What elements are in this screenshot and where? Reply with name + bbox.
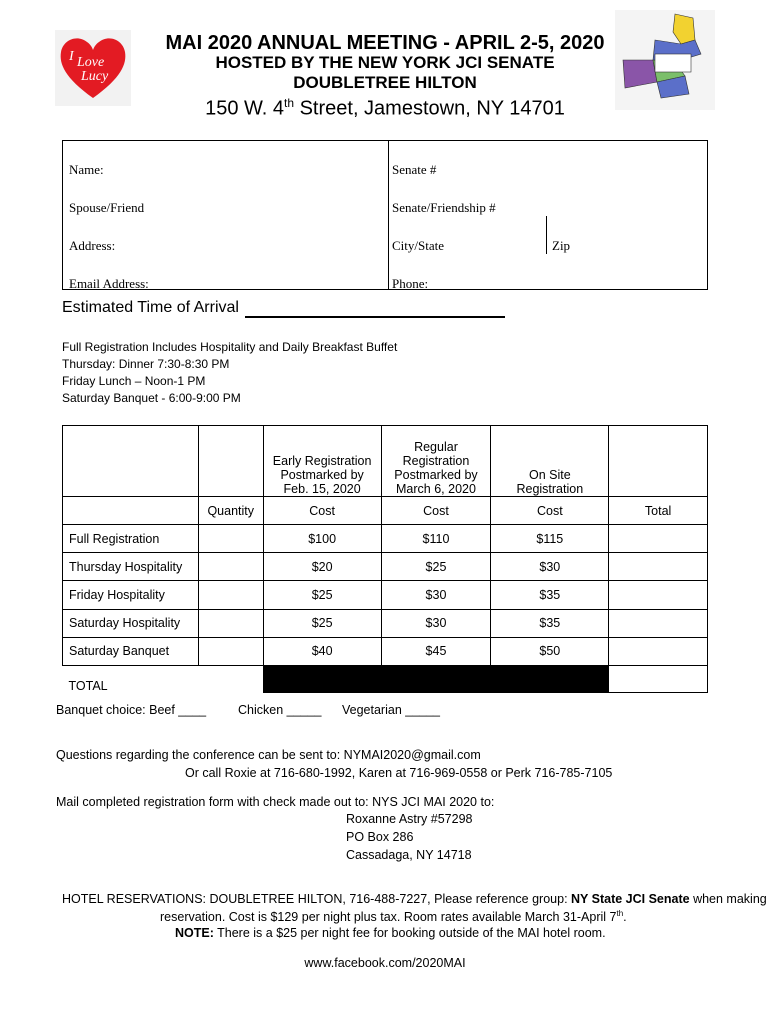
hotel-line: HOTEL RESERVATIONS: DOUBLETREE HILTON, 716-488-7227, Please reference group: NY State JCI Senate when making <box>62 892 767 906</box>
zip-field[interactable]: Zip <box>552 238 571 253</box>
quantity-input[interactable] <box>198 553 263 581</box>
venue-line: DOUBLETREE HILTON <box>293 73 477 92</box>
mail-box: PO Box 286 <box>346 830 414 844</box>
region-map-logo <box>615 10 715 110</box>
onsite-registration-header: On Site Registration <box>491 426 609 497</box>
regular-registration-header: Regular Registration Postmarked by March 6, 2020 <box>381 426 491 497</box>
grand-total-input[interactable] <box>609 665 708 692</box>
quantity-input[interactable] <box>198 609 263 637</box>
city-state-field[interactable]: City/State <box>392 238 444 253</box>
svg-text:Love: Love <box>77 55 105 70</box>
cost-header: Cost <box>491 497 609 525</box>
total-input[interactable] <box>609 609 708 637</box>
address-line: 150 W. 4th Street, Jamestown, NY 14701 <box>205 96 565 120</box>
banquet-vegetarian[interactable]: Vegetarian _____ <box>342 703 441 717</box>
friendship-number-field[interactable]: Senate/Friendship # <box>392 200 496 215</box>
phone-field[interactable]: Phone: <box>392 276 429 291</box>
address-field[interactable]: Address: <box>69 238 116 253</box>
mail-instructions: Mail completed registration form with check made out to: NYS JCI MAI 2020 to: <box>56 795 495 809</box>
info-line: Saturday Banquet - 6:00-9:00 PM <box>62 391 241 405</box>
phone-contacts-line: Or call Roxie at 716-680-1992, Karen at 716-969-0558 or Perk 716-785-7105 <box>185 766 613 780</box>
hotel-cost-line: reservation. Cost is $129 per night plus tax. Room rates available March 31-April 7th. <box>160 909 627 925</box>
website-link[interactable]: www.facebook.com/2020MAI <box>304 956 466 970</box>
quantity-header: Quantity <box>198 497 263 525</box>
mail-name: Roxanne Astry #57298 <box>346 812 473 826</box>
table-row: Saturday Banquet $40 $45 $50 <box>63 637 708 665</box>
early-registration-header: Early Registration Postmarked by Feb. 15, 2020 <box>263 426 381 497</box>
table-row: Full Registration $100 $110 $115 <box>63 525 708 553</box>
spouse-field[interactable]: Spouse/Friend <box>69 200 145 215</box>
host-line: HOSTED BY THE NEW YORK JCI SENATE <box>215 53 555 72</box>
eta-field[interactable] <box>245 316 505 318</box>
total-input[interactable] <box>609 637 708 665</box>
table-row: Friday Hospitality $25 $30 $35 <box>63 581 708 609</box>
questions-line: Questions regarding the conference can be sent to: NYMAI2020@gmail.com <box>56 748 481 762</box>
eta-label: Estimated Time of Arrival <box>62 299 239 316</box>
table-row: Saturday Hospitality $25 $30 $35 <box>63 609 708 637</box>
info-line: Friday Lunch – Noon-1 PM <box>62 374 206 388</box>
info-line: Thursday: Dinner 7:30-8:30 PM <box>62 357 230 371</box>
contact-form <box>62 140 708 290</box>
table-row: Thursday Hospitality $20 $25 $30 <box>63 553 708 581</box>
quantity-input[interactable] <box>198 525 263 553</box>
page-title: MAI 2020 ANNUAL MEETING - APRIL 2-5, 2020 <box>165 32 605 54</box>
name-field[interactable]: Name: <box>69 162 104 177</box>
cost-header: Cost <box>381 497 491 525</box>
total-input[interactable] <box>609 525 708 553</box>
total-input[interactable] <box>609 553 708 581</box>
total-input[interactable] <box>609 581 708 609</box>
total-header: Total <box>609 497 708 525</box>
info-line: Full Registration Includes Hospitality and Daily Breakfast Buffet <box>62 340 398 354</box>
senate-number-field[interactable]: Senate # <box>392 162 437 177</box>
total-row: TOTAL <box>63 665 708 692</box>
cost-header: Cost <box>263 497 381 525</box>
registration-table <box>62 425 708 693</box>
banquet-chicken[interactable]: Chicken _____ <box>238 703 322 717</box>
email-field[interactable]: Email Address: <box>69 276 149 291</box>
banquet-beef[interactable]: Banquet choice: Beef ____ <box>56 703 207 717</box>
quantity-input[interactable] <box>198 637 263 665</box>
svg-text:Lucy: Lucy <box>81 69 109 84</box>
svg-text:I: I <box>69 49 74 64</box>
mail-city: Cassadaga, NY 14718 <box>346 848 472 862</box>
hotel-note: NOTE: There is a $25 per night fee for booking outside of the MAI hotel room. <box>175 926 606 940</box>
i-love-lucy-logo <box>55 30 131 106</box>
quantity-input[interactable] <box>198 581 263 609</box>
